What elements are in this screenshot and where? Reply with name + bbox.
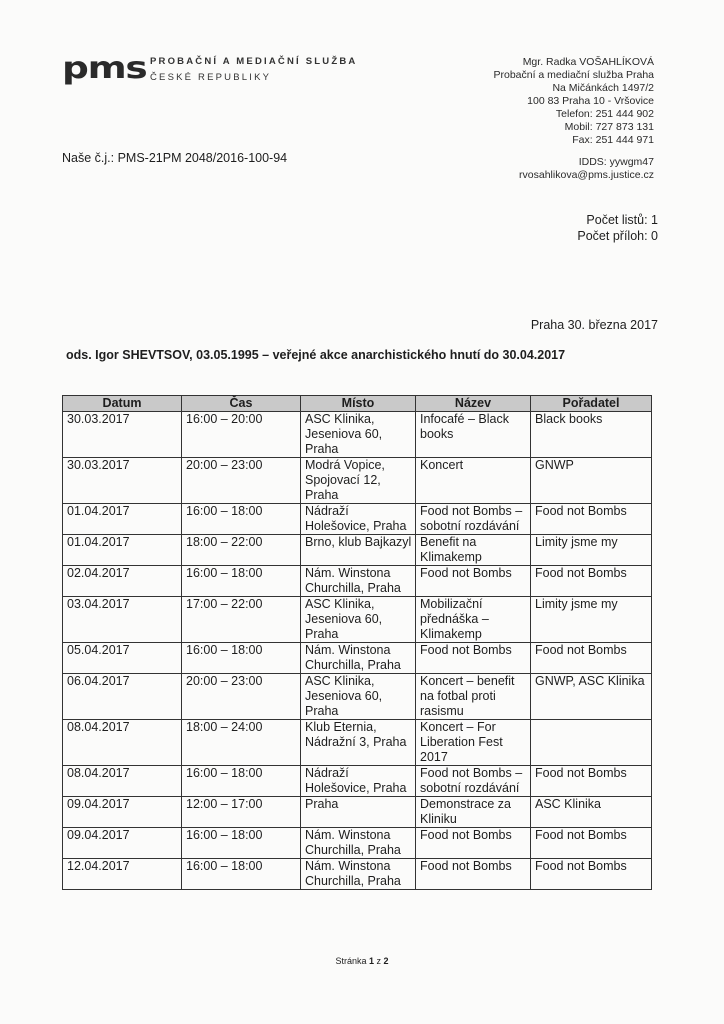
cell-date: 12.04.2017 (63, 859, 182, 890)
pms-logo-mark: pms (62, 51, 147, 86)
cell-organizer: Food not Bombs (531, 643, 652, 674)
logo-line-1: PROBAČNÍ A MEDIAČNÍ SLUŽBA (150, 56, 358, 67)
cell-name: Koncert – For Liberation Fest 2017 (416, 720, 531, 766)
cell-name: Koncert – benefit na fotbal proti rasismu (416, 674, 531, 720)
cell-date: 01.04.2017 (63, 504, 182, 535)
cell-time: 18:00 – 22:00 (182, 535, 301, 566)
cell-place: Nám. Winstona Churchilla, Praha (301, 859, 416, 890)
sender-email: rvosahlikova@pms.justice.cz (519, 169, 654, 181)
cell-place: Praha (301, 797, 416, 828)
cell-date: 30.03.2017 (63, 458, 182, 504)
column-header-time: Čas (182, 396, 301, 412)
events-table (62, 395, 652, 890)
cell-name: Mobilizační přednáška – Klimakemp (416, 597, 531, 643)
cell-date: 05.04.2017 (63, 643, 182, 674)
cell-date: 02.04.2017 (63, 566, 182, 597)
subject-line: ods. Igor SHEVTSOV, 03.05.1995 – veřejné akce anarchistického hnutí do 30.04.2017 (66, 348, 566, 362)
cell-place: Klub Eternia, Nádražní 3, Praha (301, 720, 416, 766)
cell-date: 30.03.2017 (63, 412, 182, 458)
cell-organizer: GNWP, ASC Klinika (531, 674, 652, 720)
cell-organizer: Limity jsme my (531, 535, 652, 566)
reference-number: Naše č.j.: PMS-21PM 2048/2016-100-94 (62, 151, 288, 165)
cell-time: 16:00 – 18:00 (182, 504, 301, 535)
sender-street: Na Mičánkách 1497/2 (552, 82, 654, 94)
cell-name: Food not Bombs (416, 828, 531, 859)
column-header-organizer: Pořadatel (531, 396, 652, 412)
cell-organizer: Limity jsme my (531, 597, 652, 643)
cell-organizer: GNWP (531, 458, 652, 504)
table-row (63, 828, 652, 859)
cell-time: 16:00 – 18:00 (182, 828, 301, 859)
cell-name: Food not Bombs – sobotní rozdávání (416, 504, 531, 535)
column-header-name: Název (416, 396, 531, 412)
table-row (63, 535, 652, 566)
cell-name: Food not Bombs (416, 643, 531, 674)
cell-time: 18:00 – 24:00 (182, 720, 301, 766)
cell-time: 17:00 – 22:00 (182, 597, 301, 643)
pms-logo-text (150, 56, 357, 83)
page-counts (577, 212, 658, 244)
cell-place: ASC Klinika, Jeseniova 60, Praha (301, 412, 416, 458)
sender-phone: Telefon: 251 444 902 (555, 108, 654, 120)
cell-name: Infocafé – Black books (416, 412, 531, 458)
cell-name: Food not Bombs (416, 859, 531, 890)
sender-fax: Fax: 251 444 971 (572, 134, 654, 146)
table-row (63, 797, 652, 828)
cell-date: 03.04.2017 (63, 597, 182, 643)
sender-address-block (493, 56, 654, 182)
cell-date: 08.04.2017 (63, 720, 182, 766)
cell-date: 01.04.2017 (63, 535, 182, 566)
cell-organizer: Food not Bombs (531, 766, 652, 797)
cell-place: Nádraží Holešovice, Praha (301, 766, 416, 797)
sender-org: Probační a mediační služba Praha (493, 69, 654, 81)
table-row (63, 766, 652, 797)
logo-line-2: ČESKÉ REPUBLIKY (150, 72, 272, 83)
cell-time: 16:00 – 18:00 (182, 859, 301, 890)
cell-place: Nám. Winstona Churchilla, Praha (301, 643, 416, 674)
table-row (63, 720, 652, 766)
footer-current-page: 1 (368, 956, 374, 966)
sender-city: 100 83 Praha 10 - Vršovice (527, 95, 654, 107)
cell-date: 09.04.2017 (63, 828, 182, 859)
cell-place: Brno, klub Bajkazyl (301, 535, 416, 566)
cell-date: 06.04.2017 (63, 674, 182, 720)
cell-name: Food not Bombs – sobotní rozdávání (416, 766, 531, 797)
footer-separator: z (376, 956, 382, 966)
sender-name: Mgr. Radka VOŠAHLÍKOVÁ (522, 56, 654, 68)
cell-name: Food not Bombs (416, 566, 531, 597)
cell-time: 16:00 – 20:00 (182, 412, 301, 458)
table-row (63, 643, 652, 674)
table-row (63, 674, 652, 720)
cell-time: 16:00 – 18:00 (182, 766, 301, 797)
cell-date: 09.04.2017 (63, 797, 182, 828)
cell-time: 20:00 – 23:00 (182, 458, 301, 504)
sheet-count: Počet listů: 1 (586, 213, 658, 227)
page-footer (0, 956, 724, 966)
cell-place: Nádraží Holešovice, Praha (301, 504, 416, 535)
column-header-date: Datum (63, 396, 182, 412)
cell-name: Koncert (416, 458, 531, 504)
cell-organizer: Food not Bombs (531, 566, 652, 597)
cell-name: Benefit na Klimakemp (416, 535, 531, 566)
footer-total-pages: 2 (383, 956, 389, 966)
cell-organizer: Food not Bombs (531, 504, 652, 535)
attachment-count: Počet příloh: 0 (577, 229, 658, 243)
cell-place: Modrá Vopice, Spojovací 12, Praha (301, 458, 416, 504)
pms-logo (62, 51, 358, 86)
table-header-row (63, 396, 652, 412)
cell-organizer: Food not Bombs (531, 859, 652, 890)
cell-organizer: Black books (531, 412, 652, 458)
table-row (63, 597, 652, 643)
sender-mobile: Mobil: 727 873 131 (564, 121, 654, 133)
table-row (63, 412, 652, 458)
document-date: Praha 30. března 2017 (530, 318, 658, 332)
cell-name: Demonstrace za Kliniku (416, 797, 531, 828)
table-row (63, 458, 652, 504)
cell-time: 20:00 – 23:00 (182, 674, 301, 720)
cell-organizer: Food not Bombs (531, 828, 652, 859)
column-header-place: Místo (301, 396, 416, 412)
cell-organizer: ASC Klinika (531, 797, 652, 828)
cell-time: 16:00 – 18:00 (182, 566, 301, 597)
cell-place: ASC Klinika, Jeseniova 60, Praha (301, 597, 416, 643)
cell-organizer (531, 720, 652, 766)
sender-idds: IDDS: yywgm47 (578, 156, 654, 168)
cell-place: ASC Klinika, Jeseniova 60, Praha (301, 674, 416, 720)
cell-place: Nám. Winstona Churchilla, Praha (301, 566, 416, 597)
cell-date: 08.04.2017 (63, 766, 182, 797)
table-row (63, 504, 652, 535)
cell-time: 16:00 – 18:00 (182, 643, 301, 674)
table-row (63, 859, 652, 890)
cell-time: 12:00 – 17:00 (182, 797, 301, 828)
table-row (63, 566, 652, 597)
cell-place: Nám. Winstona Churchilla, Praha (301, 828, 416, 859)
footer-page-label: Stránka (335, 956, 367, 966)
